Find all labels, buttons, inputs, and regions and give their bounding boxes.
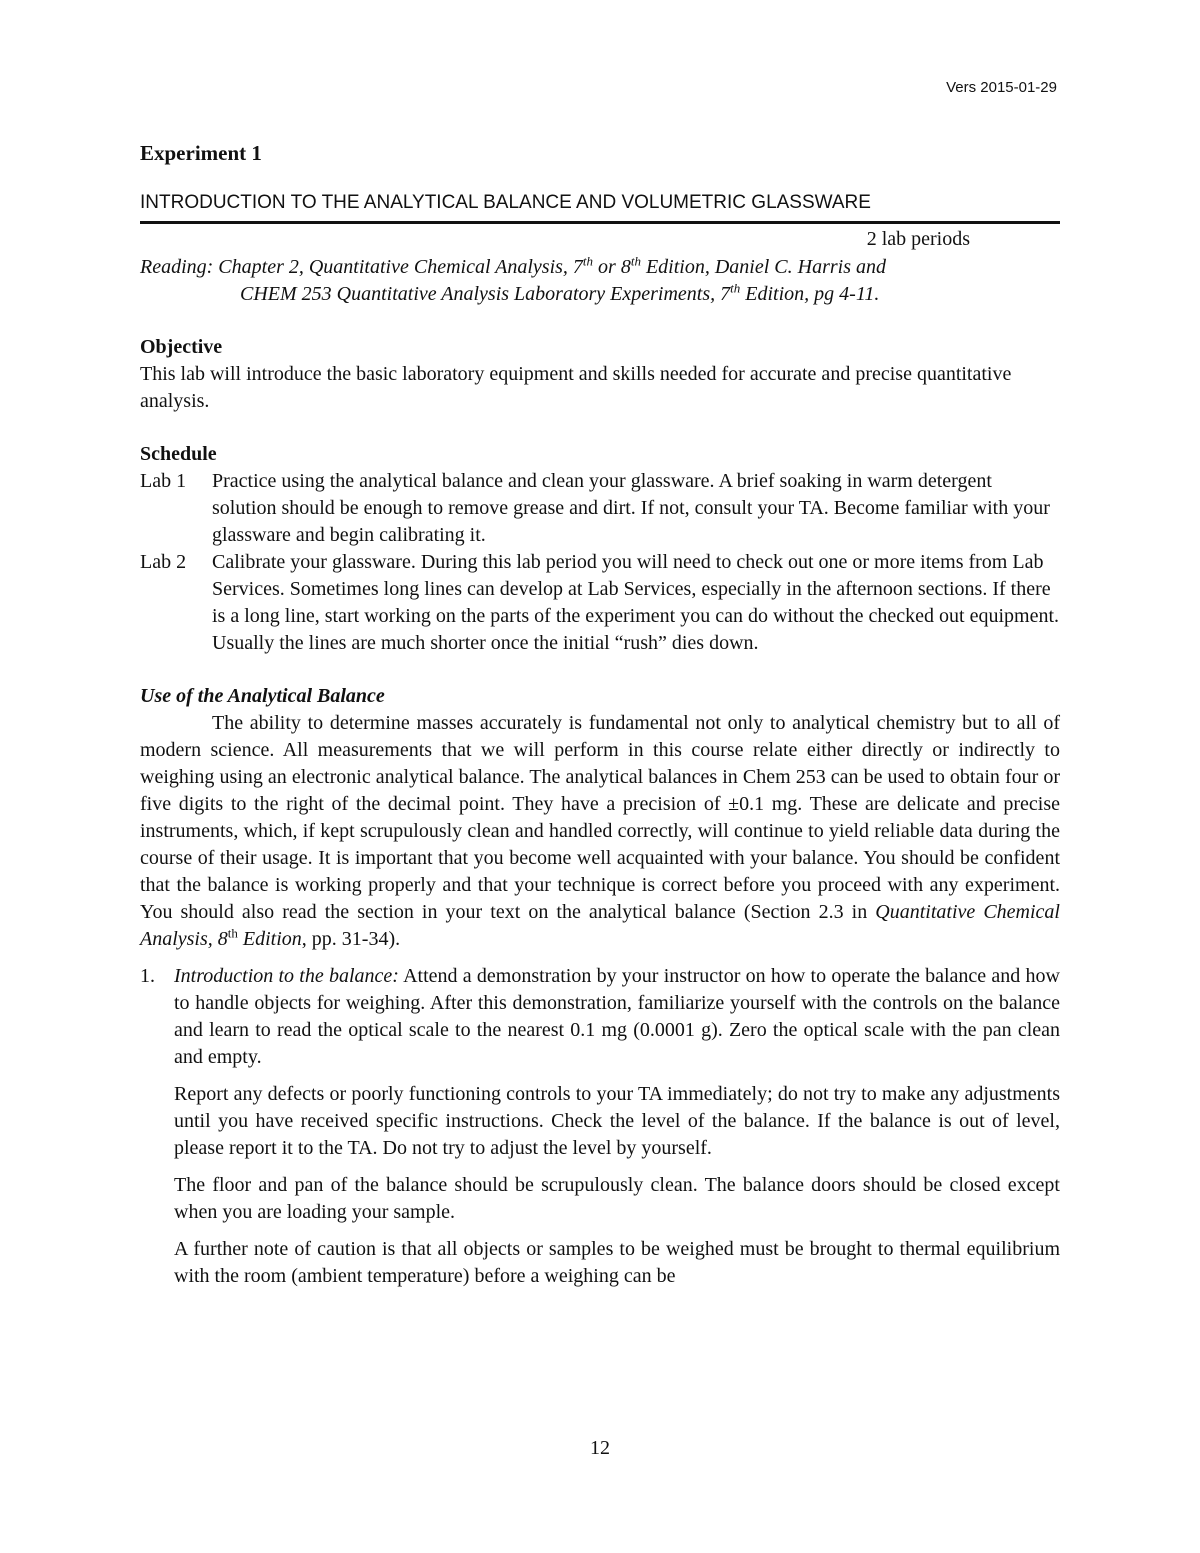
schedule-item <box>140 468 1060 549</box>
schedule-label: Lab 2 <box>140 551 187 573</box>
reading-text: or 8 <box>593 256 631 278</box>
list-paragraph <box>174 963 1060 1071</box>
superscript: th <box>582 253 594 269</box>
list-lead: Introduction to the balance: <box>174 965 399 987</box>
reading-line-2 <box>140 281 1060 308</box>
superscript: th <box>630 253 641 269</box>
lab-periods: 2 lab periods <box>866 228 970 250</box>
experiment-title: Experiment 1 <box>140 141 262 165</box>
list-paragraph: A further note of caution is that all objects or samples to be weighed must be brought to thermal equilibrium with the room (ambient temperature) before a weighing can be <box>174 1238 1060 1287</box>
schedule-text: Calibrate your glassware. During this lab period you will need to check out one or more items from Lab Services. Sometimes long lines can develop at Lab Services, especially in the afternoon sections. If there is a long line, start working on the parts of the experiment you can do without the checked out equipment. Usually the lines are much shorter once the initial “rush” dies down. <box>212 551 1060 654</box>
reading-text: CHEM 253 Quantitative Analysis Laboratory Experiments, 7 <box>240 283 731 305</box>
schedule-heading: Schedule <box>140 443 217 465</box>
book-title: Edition <box>237 928 302 950</box>
superscript: th <box>730 280 741 296</box>
list-body <box>174 963 1060 1300</box>
version-label: Vers 2015-01-29 <box>946 79 1057 96</box>
balance-heading: Use of the Analytical Balance <box>140 685 385 707</box>
balance-paragraph <box>140 710 1060 953</box>
superscript: th <box>227 925 238 941</box>
schedule-text: Practice using the analytical balance and clean your glassware. A brief soaking in warm detergent solution should be enough to remove grease and dirt. If not, consult your TA. Become familiar with your glassware and begin calibrating it. <box>212 470 1050 546</box>
document-body <box>140 140 1060 1300</box>
list-paragraph: Report any defects or poorly functioning controls to your TA immediately; do not try to make any adjustments until you have received specific instructions. Check the level of the balance. If the balance is out of level, please report it to the TA. Do not try to adjust the level by yourself. <box>174 1083 1060 1159</box>
reading-text: Reading: Chapter 2, Quantitative Chemical Analysis, 7 <box>140 256 583 278</box>
reading-text: Edition, pg 4-11. <box>740 283 880 305</box>
schedule-label: Lab 1 <box>140 470 187 492</box>
reading-note <box>140 254 1060 308</box>
list-number: 1. <box>140 965 155 987</box>
page-number: 12 <box>590 1437 610 1459</box>
paragraph-text: Attend a demonstration by your instructor on how to operate the balance and how to handle objects for weighing. After this demonstration, familiarize yourself with the controls on the balance and learn to read the optical scale to the nearest 0.1 mg (0.0001 g). Zero the optical scale with the pan clean and empty. <box>174 965 1060 1068</box>
schedule-item <box>140 549 1060 657</box>
list-paragraph: The floor and pan of the balance should be scrupulously clean. The balance doors should be closed except when you are loading your sample. <box>174 1174 1060 1223</box>
reading-text: Edition, Daniel C. Harris and <box>640 256 886 278</box>
objective-heading: Objective <box>140 336 223 358</box>
main-title: INTRODUCTION TO THE ANALYTICAL BALANCE AND VOLUMETRIC GLASSWARE <box>140 189 1060 224</box>
book-title: Quantitative Chemical Analysis, 8 <box>140 901 1060 950</box>
paragraph-text: , pp. 31-34). <box>301 928 401 950</box>
list-item <box>140 963 1060 1300</box>
paragraph-text: The ability to determine masses accurately is fundamental not only to analytical chemistry but to all of modern science. All measurements that we will perform in this course relate either directly or indirectly to weighing using an electronic analytical balance. The analytical balances in Chem 253 can be used to obtain four or five digits to the right of the decimal point. They have a precision of ±0.1 mg. These are delicate and precise instruments, which, if kept scrupulously clean and handled correctly, will continue to yield reliable data during the course of their usage. It is important that you become well acquainted with your balance. You should be confident that the balance is working properly and that your technique is correct before you proceed with any experiment. You should also read the section in your text on the analytical balance (Section 2.3 in <box>140 712 1060 923</box>
objective-text: This lab will introduce the basic laboratory equipment and skills needed for accurate and precise quantitative analysis. <box>140 363 1012 412</box>
reading-line-1 <box>140 254 1060 281</box>
